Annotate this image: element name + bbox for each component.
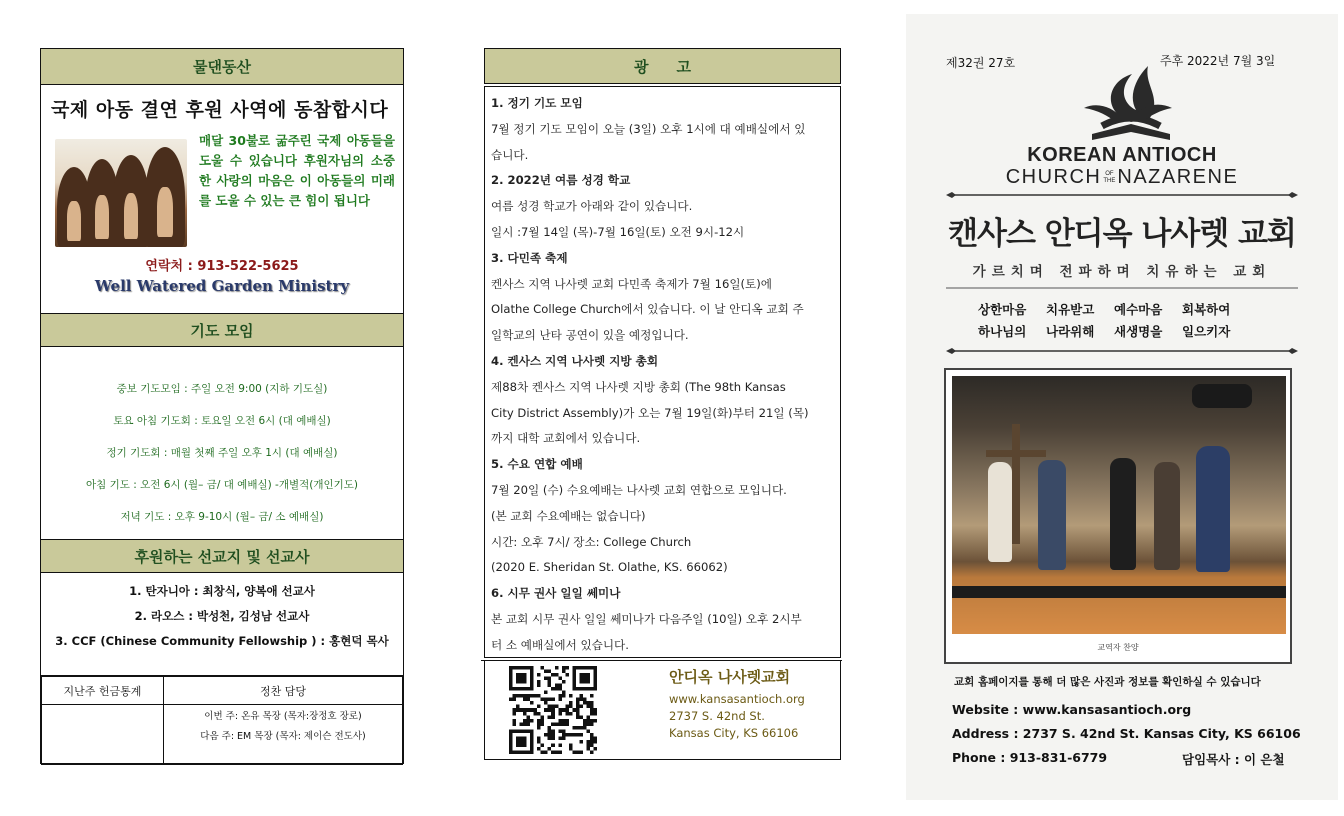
announcement-title: 1. 정기 기도 모임 xyxy=(491,96,583,110)
slogan-row-2 xyxy=(978,321,1250,343)
senior-pastor: 담임목사 : 이 은철 xyxy=(1182,752,1285,767)
slogan-word: 새생명을 xyxy=(1114,324,1163,339)
mission-item: 3. CCF (Chinese Community Fellowship ) : 홍현덕 목사 xyxy=(55,634,389,648)
duty-this-week: 이번 주: 온유 목장 (목자:장정호 장로) xyxy=(204,711,362,722)
address-line: Address : 2737 S. 42nd St. Kansas City, KS 66106 xyxy=(952,726,1301,741)
church-slogan xyxy=(978,299,1250,343)
bulletin-date: 주후 2022년 7월 3일 xyxy=(1160,54,1276,68)
announcement-title: 3. 다민족 축제 xyxy=(491,250,568,265)
ministry-headline: 국제 아동 결연 후원 사역에 동참합시다 xyxy=(51,99,389,121)
mission-section xyxy=(41,539,403,667)
announcement-text: 일시 :7월 14일 (목)-7월 16일(토) 오전 9시-12시 xyxy=(491,224,745,239)
church-logo-icon xyxy=(1062,52,1200,152)
announcement-title: 2. 2022년 여름 성경 학교 xyxy=(491,173,631,188)
prayer-item: 정기 기도회 : 매월 첫째 주일 오후 1시 (대 예배실) xyxy=(106,447,338,459)
church-website-small[interactable]: www.kansasantioch.org xyxy=(669,692,805,706)
logo-word-the: THE xyxy=(1103,177,1116,184)
mission-header: 후원하는 선교지 및 선교사 xyxy=(41,539,403,573)
ornament-divider xyxy=(946,346,1298,356)
qr-code-icon[interactable] xyxy=(509,666,597,754)
ornament-divider xyxy=(946,190,1298,200)
offering-header: 지난주 헌금통계 xyxy=(42,677,164,705)
cover-panel xyxy=(906,14,1338,800)
announcement-text: 까지 대학 교회에서 있습니다. xyxy=(491,431,641,446)
logo-text-line1: KOREAN ANTIOCH xyxy=(1027,144,1217,166)
phone-line: Phone : 913-831-6779 xyxy=(952,750,1108,765)
announcement-text: 시간: 오후 7시/ 장소: College Church xyxy=(491,534,692,549)
left-panel xyxy=(40,48,404,764)
prayer-section xyxy=(41,313,403,541)
photo-caption: 교역자 찬양 xyxy=(1097,643,1139,652)
announcement-title: 5. 수요 연합 예배 xyxy=(491,457,583,472)
church-info-small xyxy=(669,666,805,742)
announcement-text: 제88차 켄사스 지역 나사렛 지방 총회 (The 98th Kansas xyxy=(491,379,786,394)
children-praying-photo xyxy=(55,139,187,247)
announcement-text: 7월 20일 (수) 수요예배는 나사렛 교회 연합으로 모입니다. xyxy=(491,482,787,497)
church-footer xyxy=(484,660,841,760)
church-motto: 가르치며 전파하며 치유하는 교회 xyxy=(972,264,1272,280)
prayer-item: 저녁 기도 : 오후 9-10시 (월– 금/ 소 예배실) xyxy=(120,511,324,523)
prayer-header: 기도 모임 xyxy=(41,313,403,347)
slogan-word: 하나님의 xyxy=(978,324,1027,339)
church-address-line1: 2737 S. 42nd St. xyxy=(669,709,765,723)
logo-word-of: OF xyxy=(1105,170,1114,177)
announcement-text: (본 교회 수요예배는 없습니다) xyxy=(491,508,646,523)
slogan-row-1 xyxy=(978,299,1250,321)
meal-duty-header: 정찬 담당 xyxy=(164,677,403,705)
pastors-singing-photo xyxy=(952,376,1286,634)
announcement-title: 6. 시무 권사 일일 쎄미나 xyxy=(491,586,621,601)
ministry-contact: 연락처 : 913-522-5625 xyxy=(145,259,299,274)
volume-number: 제32권 27호 xyxy=(946,56,1016,70)
church-address-line2: Kansas City, KS 66106 xyxy=(669,726,799,740)
offering-cell xyxy=(42,705,164,765)
ministry-body: 매달 30불로 굶주린 국제 아동들을 도울 수 있습니다 후원자님의 소중한 사랑의 마음은 이 아동들의 미래를 도울 수 있는 큰 힘이 됩니다 xyxy=(199,133,395,208)
mission-item: 2. 라오스 : 박성천, 김성남 선교사 xyxy=(134,609,310,623)
announcement-text: 터 소 예배실에서 있습니다. xyxy=(491,637,629,652)
announcements-list xyxy=(484,86,841,658)
prayer-item: 중보 기도모임 : 주일 오전 9:00 (지하 기도실) xyxy=(116,383,328,395)
church-name-small: 안디옥 나사렛교회 xyxy=(669,668,791,686)
website-line[interactable]: Website : www.kansasantioch.org xyxy=(952,702,1192,717)
announcement-text: 본 교회 시무 권사 일일 쎄미나가 다음주일 (10일) 오후 2시부 xyxy=(491,611,802,626)
prayer-list xyxy=(41,373,403,533)
homepage-note: 교회 홈페이지를 통해 더 많은 사진과 정보를 확인하실 수 있습니다 xyxy=(954,676,1261,688)
announcements-header: 광고 xyxy=(484,48,841,84)
ministry-section xyxy=(41,49,403,315)
announcement-text: 여름 성경 학교가 아래와 같이 있습니다. xyxy=(491,199,693,214)
slogan-word: 예수마음 xyxy=(1114,302,1163,317)
announcement-text: 습니다. xyxy=(491,147,529,162)
prayer-item: 토요 아침 기도회 : 토요일 오전 6시 (대 예배실) xyxy=(113,415,331,427)
mission-list xyxy=(41,579,403,654)
slogan-word: 나라위해 xyxy=(1046,324,1095,339)
announcement-text: Olathe College Church에서 있습니다. 이 날 안디옥 교회 주 xyxy=(491,302,804,317)
prayer-item: 아침 기도 : 오전 6시 (월– 금/ 대 예배실) -개별적(개인기도) xyxy=(85,479,359,491)
announcement-text: 일학교의 난타 공연이 있을 예정입니다. xyxy=(491,328,689,343)
ministry-name: Well Watered Garden Ministry xyxy=(94,277,350,295)
ministry-header: 물댄동산 xyxy=(41,49,403,85)
announcement-text: City District Assembly)가 오는 7월 19일(화)부터 21일 (목) xyxy=(491,405,809,420)
slogan-word: 상한마음 xyxy=(978,302,1027,317)
offering-table xyxy=(41,675,403,763)
announcement-text: 7월 정기 기도 모임이 오늘 (3일) 오후 1시에 대 예배실에서 있 xyxy=(491,121,806,136)
announcement-text: 켄사스 지역 나사렛 교회 다민족 축제가 7월 16일(토)에 xyxy=(491,276,772,291)
divider-line xyxy=(946,286,1298,290)
church-name-title: 캔사스 안디옥 나사렛 교회 xyxy=(948,216,1296,252)
slogan-word: 회복하여 xyxy=(1182,302,1231,317)
slogan-word: 일으키자 xyxy=(1182,324,1231,339)
slogan-word: 치유받고 xyxy=(1046,302,1095,317)
duty-next-week: 다음 주: EM 목장 (목자: 제이슨 전도사) xyxy=(200,731,366,742)
announcement-title: 4. 켄사스 지역 나사렛 지방 총회 xyxy=(491,353,659,368)
announcement-text: (2020 E. Sheridan St. Olathe, KS. 66062) xyxy=(491,560,728,575)
photo-frame xyxy=(944,368,1292,664)
logo-word-nazarene: NAZARENE xyxy=(1117,166,1239,188)
mission-item: 1. 탄자니아 : 최창식, 양복애 선교사 xyxy=(129,584,315,598)
logo-text-line2 xyxy=(906,166,1338,189)
announcements-panel xyxy=(484,48,841,760)
meal-duty-cell xyxy=(164,705,403,765)
logo-word-church: CHURCH xyxy=(1005,166,1102,188)
